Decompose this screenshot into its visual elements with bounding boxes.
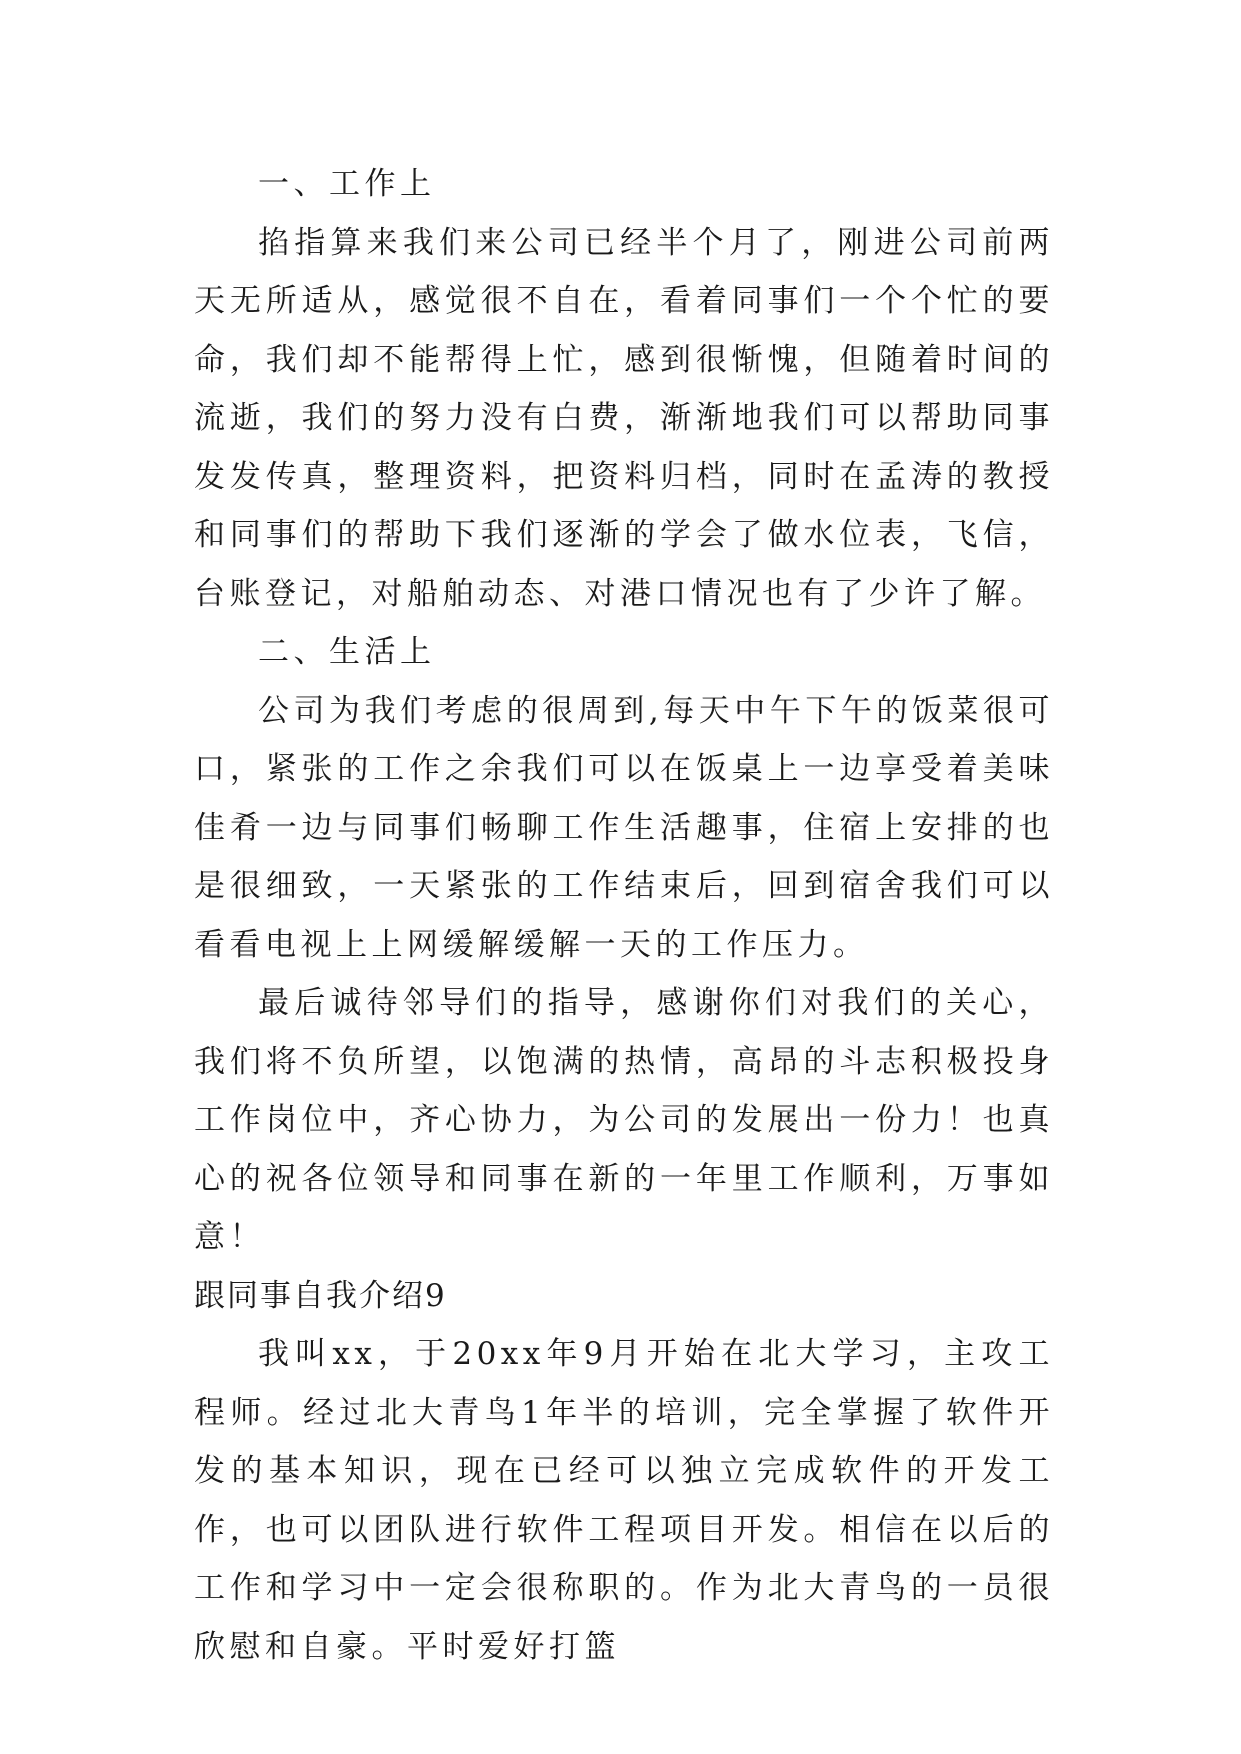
- paragraph-life: 公司为我们考虑的很周到,每天中午下午的饭菜很可口，紧张的工作之余我们可以在饭桌上一边享受着美味佳肴一边与同事们畅聊工作生活趣事，住宿上安排的也是很细致，一天紧张的工作结束后，回到宿舍我们可以看看电视上上网缓解缓解一天的工作压力。: [194, 692, 1054, 963]
- paragraph-work: 掐指算来我们来公司已经半个月了，刚进公司前两天无所适从，感觉很不自在，看着同事们一个个忙的要命，我们却不能帮得上忙，感到很惭愧，但随着时间的流逝，我们的努力没有白费，渐渐地我们可以帮助同事发发传真，整理资料，把资料归档，同时在孟涛的教授和同事们的帮助下我们逐渐的学会了做水位表，飞信，台账登记，对船舶动态、对港口情况也有了少许了解。: [194, 224, 1054, 612]
- section-heading-work: 一、工作上: [258, 166, 436, 202]
- paragraph-closing: 最后诚待邻导们的指导，感谢你们对我们的关心，我们将不负所望，以饱满的热情，高昂的斗志积极投身工作岗位中，齐心协力，为公司的发展出一份力！也真心的祝各位领导和同事在新的一年里工作顺利，万事如意！: [194, 985, 1054, 1255]
- section-heading-life: 二、生活上: [258, 634, 436, 670]
- document-body: [194, 155, 1054, 1676]
- paragraph-self-intro: 我叫xx，于20xx年9月开始在北大学习，主攻工程师。经过北大青鸟1年半的培训，完全掌握了软件开发的基本知识，现在已经可以独立完成软件的开发工作，也可以团队进行软件工程项目开发。相信在以后的工作和学习中一定会很称职的。作为北大青鸟的一员很欣慰和自豪。平时爱好打篮: [194, 1336, 1054, 1665]
- article-title: 跟同事自我介绍9: [194, 1277, 447, 1314]
